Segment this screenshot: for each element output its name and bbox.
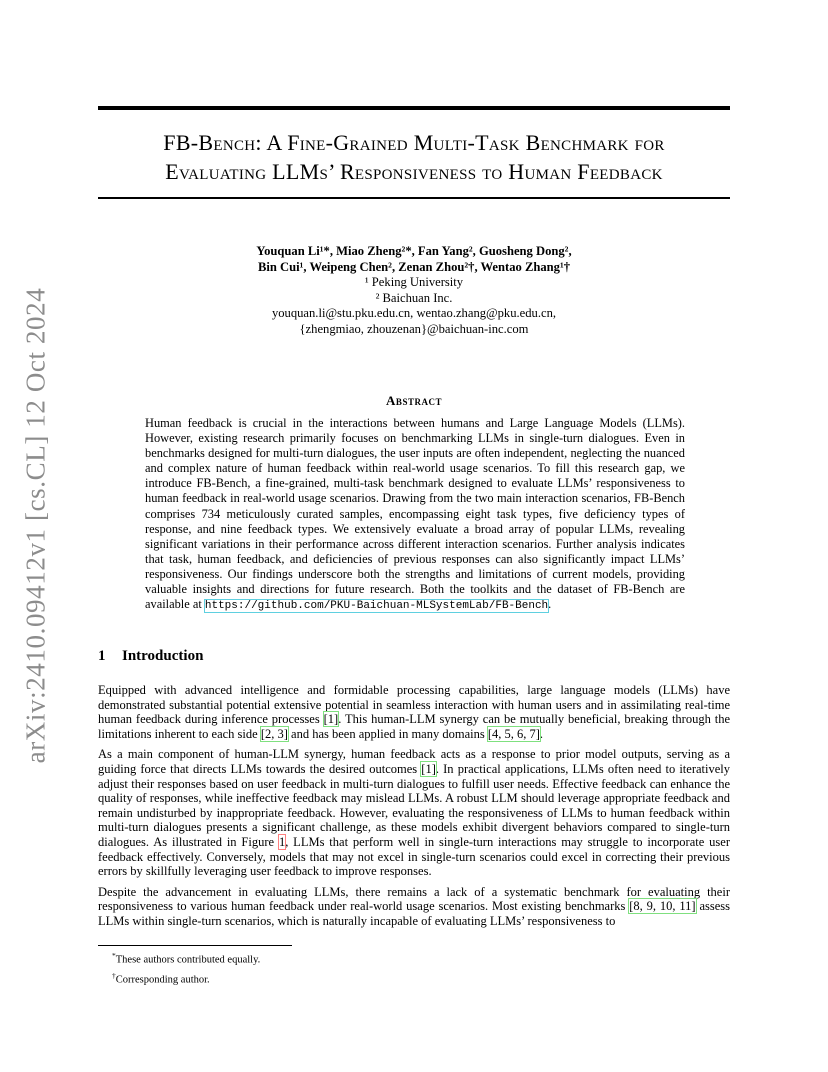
abstract-end: . bbox=[548, 597, 552, 612]
abstract-text bbox=[145, 416, 685, 614]
author-block bbox=[98, 244, 730, 337]
p2-text-c: , LLMs that perform well in single-turn interactions may struggle to incorporate user feedback effectively. Conversely, models that may not excel in single-turn scenarios could excel in correcting their previous errors by skillfully leveraging user feedback to improve responses. bbox=[98, 834, 730, 879]
p1-text-a: Equipped with advanced intelligence and formidable processing capabilities, large language models (LLMs) have demonstrated substantial potential extensive potential in seamless interaction with human users and in assimilating real-time human feedback during inference processes bbox=[98, 683, 730, 727]
footnote-1-text: These authors contributed equally. bbox=[115, 954, 261, 966]
footnotes bbox=[112, 948, 712, 987]
p2-text-b: . In practical applications, LLMs often need to iteratively adjust their responses based on user feedback in multi-turn dialogues to fulfill user needs. Effective feedback can enhance the quality of responses, while ineffective feedback may mislead LLMs. A robust LLM should leverage appropriate feedback and remain undisturbed by inappropriate feedback. However, evaluating the responsiveness of LLMs to human feedback within multi-turn dialogues presents a significant challenge, as these models exhibit divergent behaviors compared to single-turn dialogues. As illustrated in Figure bbox=[98, 761, 731, 849]
footnote-rule bbox=[98, 945, 292, 946]
author-line-2: Bin Cui¹, Weipeng Chen², Zenan Zhou²†, Wentao Zhang¹† bbox=[257, 259, 571, 274]
p1-text-b: . This human-LLM synergy can be mutually beneficial, breaking through the limitations inherent to each side bbox=[98, 712, 730, 741]
title-line-2: Evaluating LLMs’ Responsiveness to Human Feedback bbox=[165, 159, 663, 184]
p3-text-b: assess LLMs within single-turn scenarios, which is naturally incapable of evaluating LLMs’ responsiveness to bbox=[98, 899, 730, 928]
paragraph-2 bbox=[98, 747, 730, 878]
section-number: 1 bbox=[98, 648, 106, 664]
title-bottom-rule bbox=[98, 197, 730, 199]
introduction-body bbox=[98, 683, 730, 935]
section-heading bbox=[98, 648, 203, 665]
citation-link[interactable]: [8, 9, 10, 11] bbox=[629, 899, 696, 914]
paragraph-1 bbox=[98, 683, 730, 741]
abstract-heading: Abstract bbox=[386, 393, 442, 408]
paragraph-3 bbox=[98, 885, 730, 929]
footnote-1 bbox=[112, 948, 712, 968]
title-line-1: FB-Bench: A Fine-Grained Multi-Task Benchmark for bbox=[163, 130, 665, 155]
github-link-part-2[interactable]: com/PKU-Baichuan-MLSystemLab/FB-Bench bbox=[303, 600, 549, 613]
citation-link[interactable]: [1] bbox=[323, 712, 339, 727]
citation-link[interactable]: [2, 3] bbox=[260, 726, 288, 741]
arxiv-stamp bbox=[14, 287, 58, 763]
affiliation-2: ² Baichuan Inc. bbox=[375, 290, 453, 305]
email-line-2: {zhengmiao, zhouzenan}@baichuan-inc.com bbox=[299, 321, 529, 336]
github-link-part-1[interactable]: https://github. bbox=[204, 600, 304, 613]
title-top-rule bbox=[98, 106, 730, 110]
figure-reference-link[interactable]: 1 bbox=[278, 834, 286, 849]
footnote-2-text: Corresponding author. bbox=[115, 974, 210, 985]
affiliation-1: ¹ Peking University bbox=[364, 275, 464, 289]
github-link[interactable] bbox=[205, 600, 548, 612]
paper-title bbox=[98, 128, 730, 186]
p2-text-a: As a main component of human-LLM synergy, human feedback acts as a response to prior model outputs, serving as a guiding force that directs LLMs towards the desired outcomes bbox=[98, 747, 730, 776]
footnote-2 bbox=[112, 968, 712, 988]
email-line-1: youquan.li@stu.pku.edu.cn, wentao.zhang@pku.edu.cn, bbox=[271, 306, 557, 320]
footnote-1-mark: * bbox=[112, 951, 116, 960]
arxiv-stamp-text: arXiv:2410.09412v1 [cs.CL] 12 Oct 2024 bbox=[20, 287, 51, 763]
citation-link[interactable]: [1] bbox=[421, 761, 436, 776]
p3-text-a: Despite the advancement in evaluating LLMs, there remains a lack of a systematic benchmark for evaluating their responsiveness to various human feedback under real-world usage scenarios. Most existing benchmarks bbox=[98, 884, 730, 914]
citation-link[interactable]: [4, 5, 6, 7] bbox=[487, 726, 540, 741]
abstract-body: Human feedback is crucial in the interactions between humans and Large Language Models (LLMs). However, existing research primarily focuses on benchmarking LLMs in single-turn dialogues. Even in benchmarks designed for multi-turn dialogues, the user inputs are often independent, neglecting the nuanced and complex nature of human feedback within real-world usage scenarios. To fill this research gap, we introduce FB-Bench, a fine-grained, multi-task benchmark designed to evaluate LLMs’ responsiveness to human feedback in real-world usage scenarios. Drawing from the two main interaction scenarios, FB-Bench comprises 734 meticulously curated samples, encompassing eight task types, five deficiency types of response, and nine feedback types. We extensively evaluate a broad array of popular LLMs, revealing significant variations in their performance across different interaction scenarios. Further analysis indicates that task, human feedback, and deficiencies of previous responses can also significantly impact LLMs’ responsiveness. Our findings underscore both the strengths and limitations of current models, providing valuable insights and directions for future research. Both the toolkits and the dataset of FB-Bench are available at bbox=[145, 416, 685, 612]
p1-text-d: . bbox=[539, 726, 544, 741]
p1-text-c: and has been applied in many domains bbox=[287, 726, 488, 741]
section-title: Introduction bbox=[122, 648, 204, 664]
author-line-1: Youquan Li¹*, Miao Zheng²*, Fan Yang², Guosheng Dong², bbox=[256, 244, 572, 258]
footnote-2-mark: † bbox=[112, 970, 116, 980]
